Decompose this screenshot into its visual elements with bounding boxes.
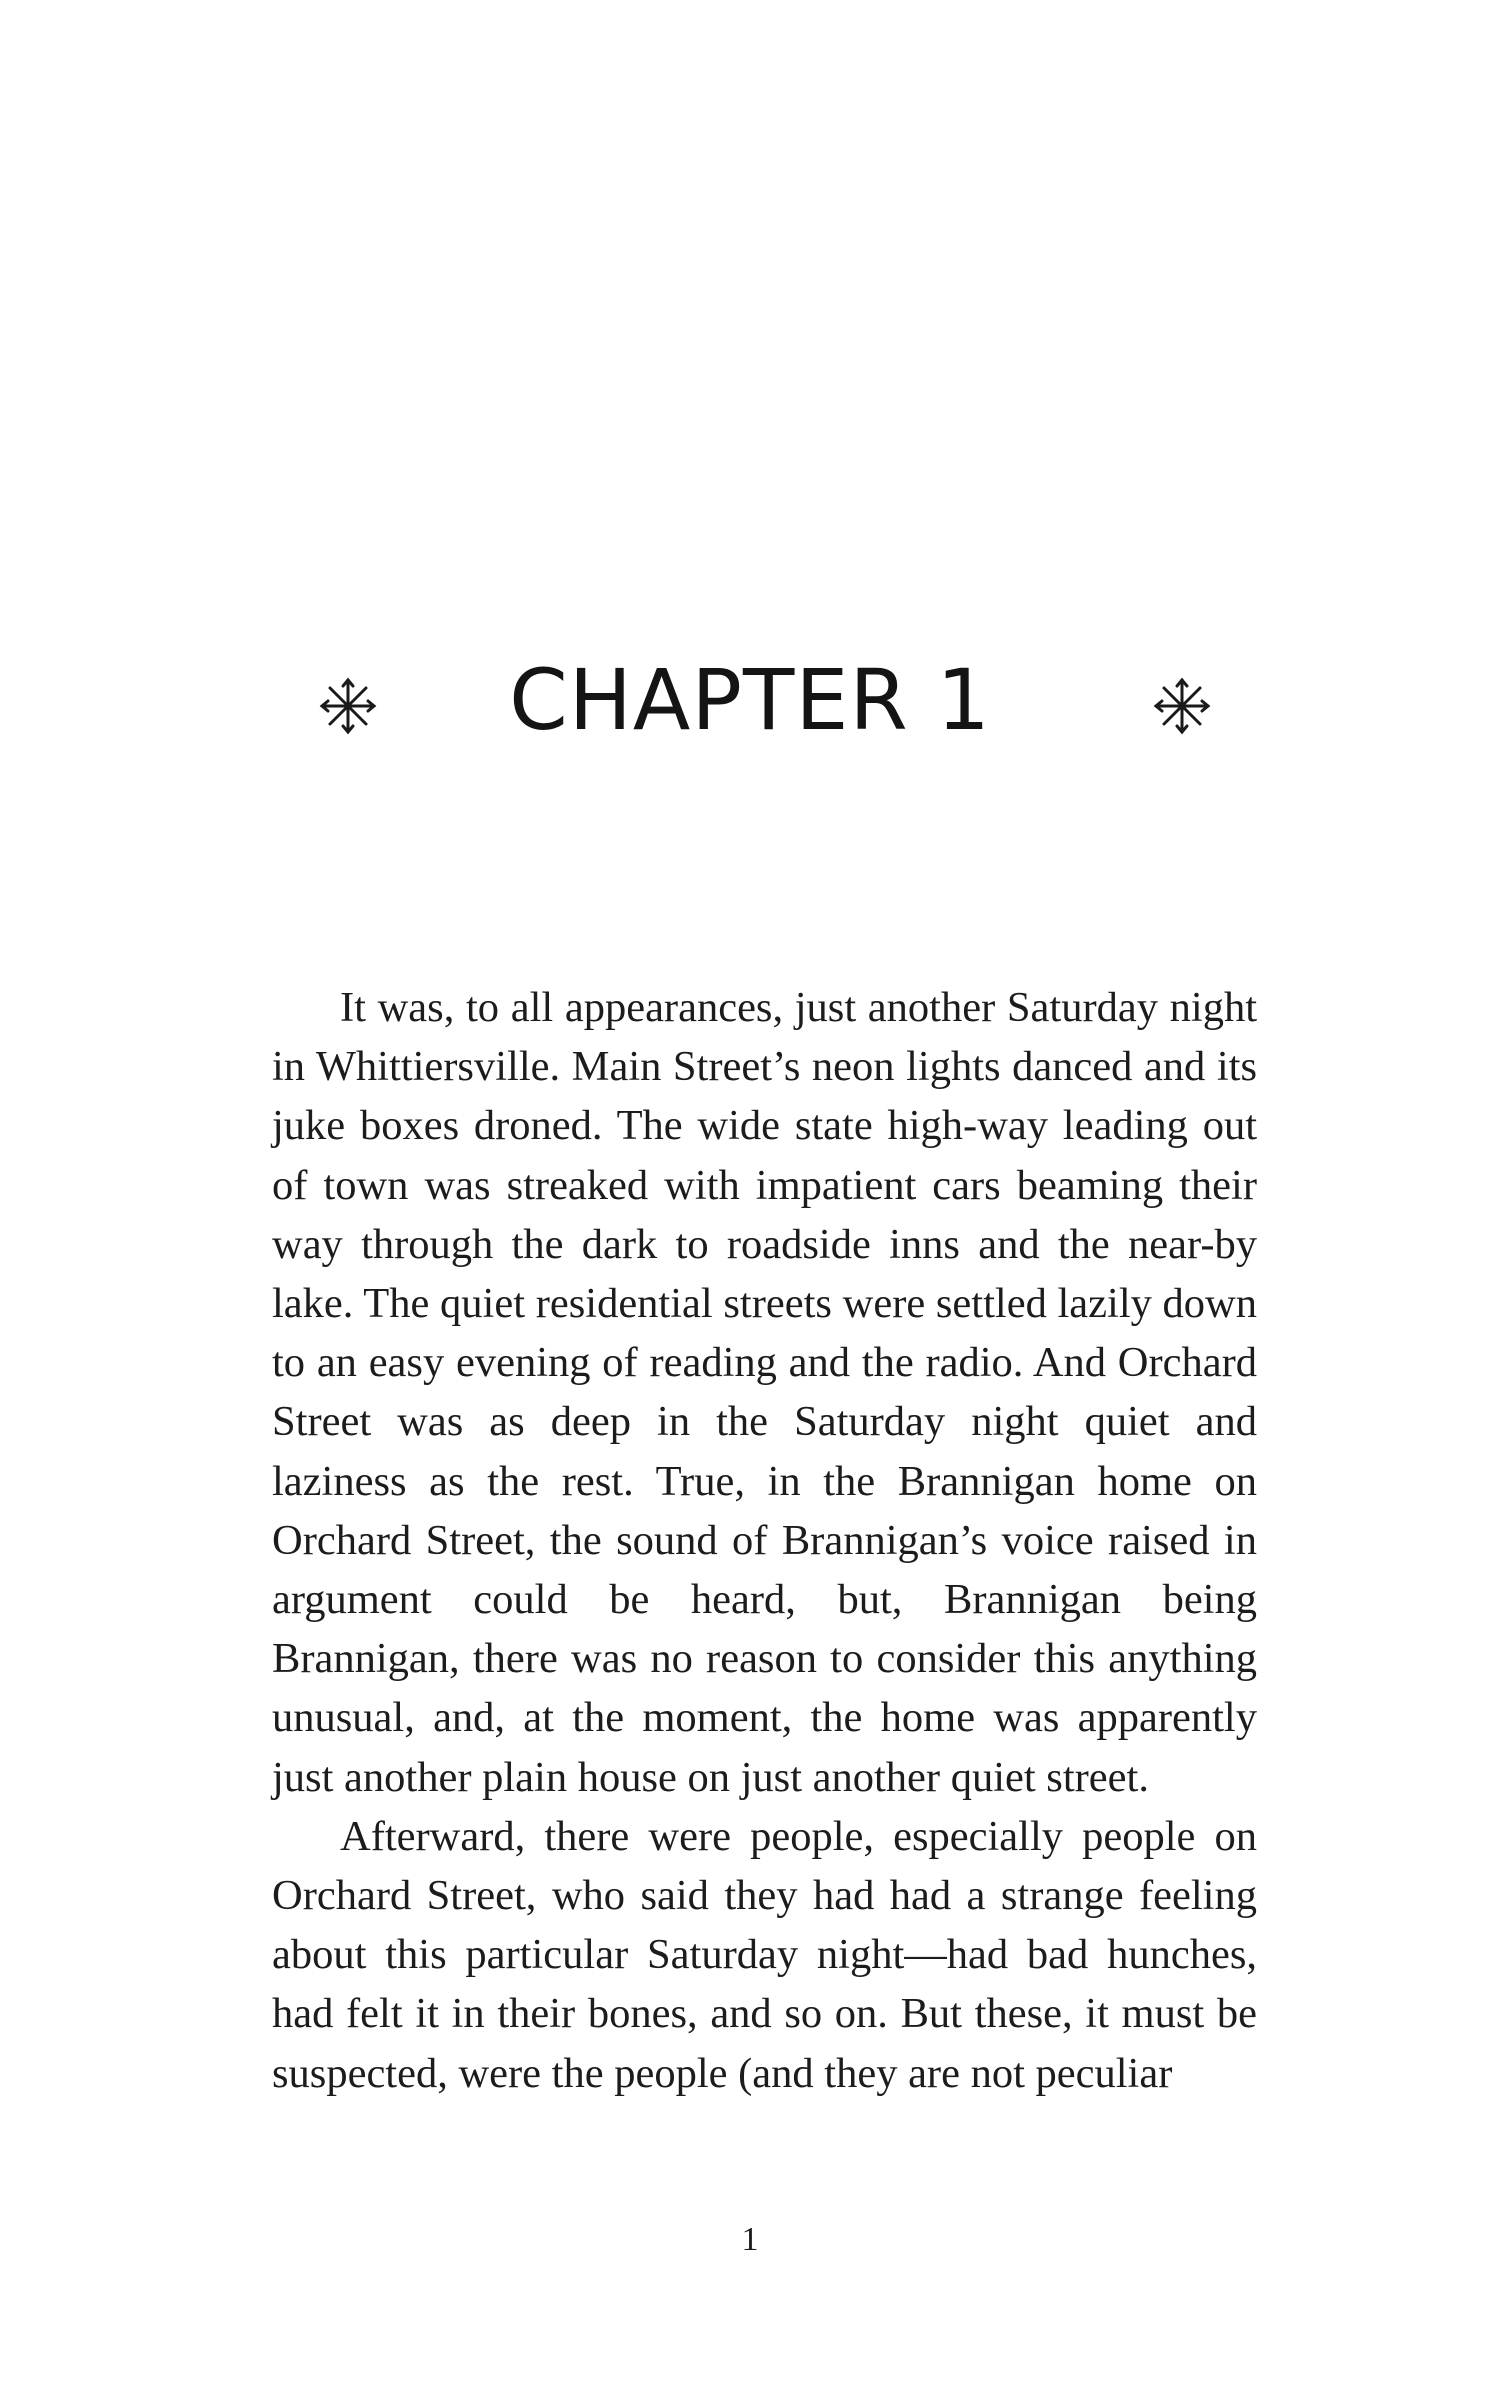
chapter-body-text xyxy=(272,978,1257,2103)
paragraph: It was, to all appearances, just another Saturday night in Whittiersville. Main Street’s neon lights danced and its juke boxes droned. The wide state high-way leading out of town was streaked with impatient cars beaming their way through the dark to roadside inns and the near-by lake. The quiet residential streets were settled lazily down to an easy evening of reading and the radio. And Orchard Street was as deep in the Saturday night quiet and laziness as the rest. True, in the Brannigan home on Orchard Street, the sound of Brannigan’s voice raised in argument could be heard, but, Brannigan being Brannigan, there was no reason to consider this anything unusual, and, at the moment, the home was apparently just another plain house on just another quiet street. xyxy=(272,984,1257,1801)
chapter-heading xyxy=(0,640,1500,760)
page-number: 1 xyxy=(741,2221,759,2258)
chapter-title: CHAPTER 1 xyxy=(509,651,991,749)
paragraph: Afterward, there were people, especially people on Orchard Street, who said they had had a strange feeling about this particular Saturday night—had bad hunches, had felt it in their bones, and so on. But these, it must be suspected, were the people (and they are not peculiar xyxy=(272,1812,1257,2097)
snowflake-ornament-icon xyxy=(1150,674,1214,738)
